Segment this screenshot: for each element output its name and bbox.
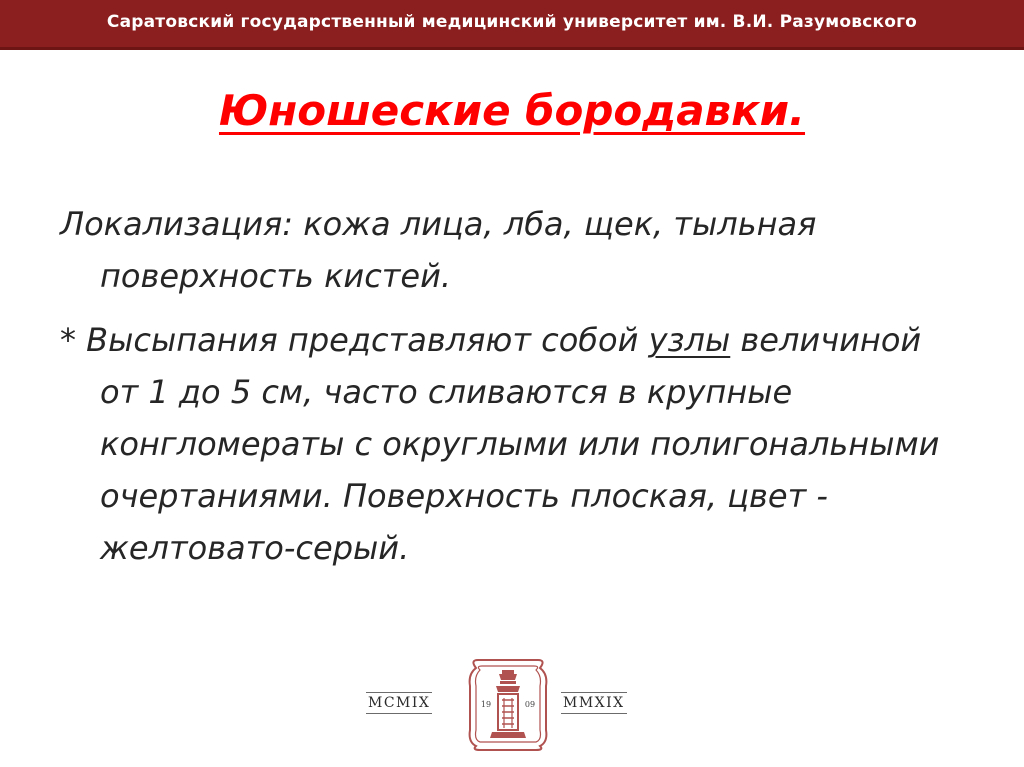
year-right: MMXIX [561, 692, 627, 714]
university-name: Саратовский государственный медицинский университет им. В.И. Разумовского [106, 12, 918, 32]
underlined-term: узлы [648, 321, 731, 359]
emblem-digits-left: 19 [480, 700, 492, 709]
slide-title: Юношеские бородавки. [218, 86, 806, 135]
slide-content [60, 198, 960, 574]
year-left: MCMIX [366, 692, 432, 714]
emblem-digits-right: 09 [524, 700, 536, 709]
paragraph-text-after: величиной от 1 до 5 см, часто сливаются в крупные конгломераты с округлыми или полигональными очертаниями. Поверхность плоская, цвет - желтовато-серый. [100, 321, 940, 567]
paragraph-localization: Локализация: кожа лица, лба, щек, тыльная поверхность кистей. [60, 205, 817, 295]
footer-anniversary [362, 656, 662, 752]
header-bar [0, 0, 1024, 50]
paragraph-text-before: * Высыпания представляют собой [60, 321, 649, 359]
paragraph-rash-description [60, 314, 960, 574]
university-emblem-icon [466, 656, 550, 752]
